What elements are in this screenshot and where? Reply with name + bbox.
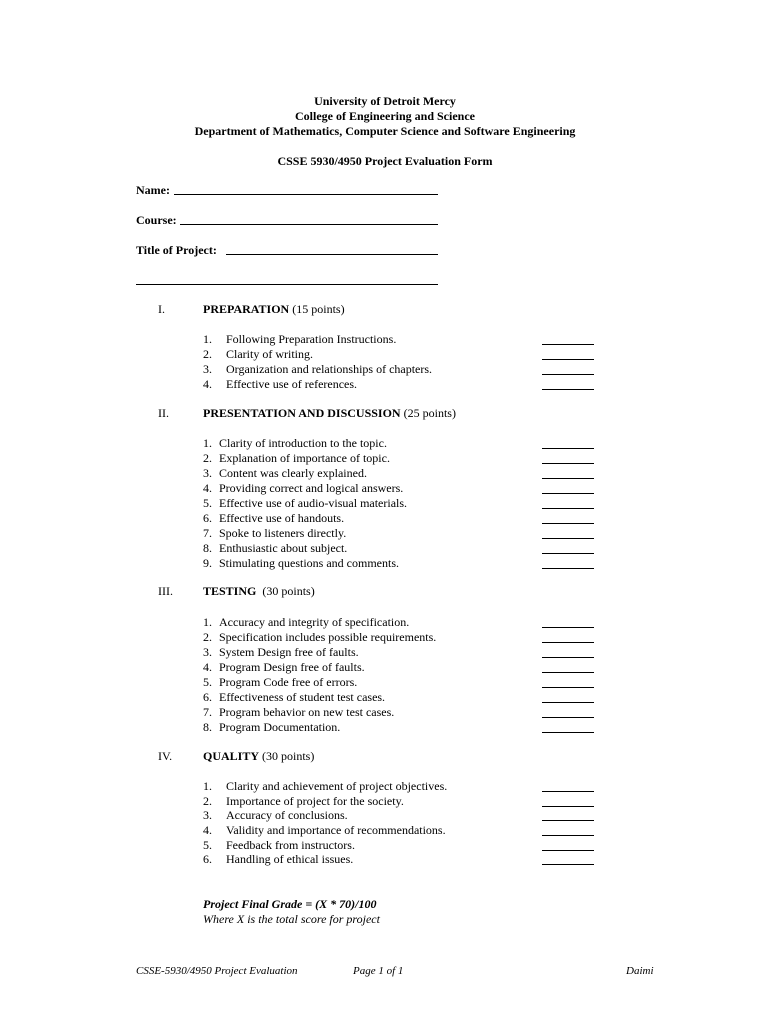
list-item-num: 4. xyxy=(203,481,212,495)
score-blank[interactable] xyxy=(542,553,594,554)
list-item-num: 9. xyxy=(203,556,212,570)
list-item-num: 1. xyxy=(203,436,212,450)
course-field[interactable] xyxy=(180,224,438,225)
list-item: Feedback from instructors. xyxy=(226,838,355,852)
section-2-name: PRESENTATION AND DISCUSSION xyxy=(203,406,401,420)
score-blank[interactable] xyxy=(542,657,594,658)
list-item-num: 1. xyxy=(203,615,212,629)
list-item: Accuracy and integrity of specification. xyxy=(219,615,410,629)
list-item-num: 8. xyxy=(203,720,212,734)
list-item-num: 4. xyxy=(203,660,212,674)
list-item-num: 2. xyxy=(203,794,212,808)
grade-formula: Project Final Grade = (X * 70)/100 xyxy=(203,897,377,911)
score-blank[interactable] xyxy=(542,359,594,360)
score-blank[interactable] xyxy=(542,448,594,449)
list-item-num: 2. xyxy=(203,630,212,644)
section-1-title xyxy=(203,302,345,317)
score-blank[interactable] xyxy=(542,806,594,807)
list-item-num: 1. xyxy=(203,332,212,346)
score-blank[interactable] xyxy=(542,850,594,851)
section-4-numeral: IV. xyxy=(158,749,173,763)
section-3-points: (30 points) xyxy=(262,584,315,598)
list-item-num: 3. xyxy=(203,362,212,376)
title-of-project-field[interactable] xyxy=(226,254,438,255)
list-item-num: 2. xyxy=(203,347,212,361)
score-blank[interactable] xyxy=(542,493,594,494)
score-blank[interactable] xyxy=(542,717,594,718)
score-blank[interactable] xyxy=(542,702,594,703)
list-item-num: 3. xyxy=(203,645,212,659)
list-item: Clarity and achievement of project objectives. xyxy=(226,779,448,793)
list-item: Program Design free of faults. xyxy=(219,660,365,674)
list-item: Specification includes possible requirements. xyxy=(219,630,437,644)
score-blank[interactable] xyxy=(542,389,594,390)
list-item: Enthusiastic about subject. xyxy=(219,541,348,555)
section-3-title xyxy=(203,584,315,599)
score-blank[interactable] xyxy=(542,374,594,375)
title-of-project-label: Title of Project: xyxy=(136,243,217,257)
list-item: Following Preparation Instructions. xyxy=(226,332,397,346)
score-blank[interactable] xyxy=(542,508,594,509)
score-blank[interactable] xyxy=(542,344,594,345)
list-item-num: 5. xyxy=(203,675,212,689)
list-item: System Design free of faults. xyxy=(219,645,359,659)
list-item: Clarity of writing. xyxy=(226,347,313,361)
score-blank[interactable] xyxy=(542,478,594,479)
section-1-numeral: I. xyxy=(158,302,165,316)
list-item: Effectiveness of student test cases. xyxy=(219,690,386,704)
list-item: Clarity of introduction to the topic. xyxy=(219,436,387,450)
list-item: Stimulating questions and comments. xyxy=(219,556,399,570)
list-item: Program Code free of errors. xyxy=(219,675,358,689)
list-item-num: 1. xyxy=(203,779,212,793)
list-item: Program Documentation. xyxy=(219,720,341,734)
list-item-num: 6. xyxy=(203,690,212,704)
score-blank[interactable] xyxy=(542,568,594,569)
list-item-num: 4. xyxy=(203,377,212,391)
list-item: Spoke to listeners directly. xyxy=(219,526,347,540)
list-item-num: 5. xyxy=(203,496,212,510)
list-item-num: 3. xyxy=(203,466,212,480)
name-field[interactable] xyxy=(174,194,438,195)
score-blank[interactable] xyxy=(542,538,594,539)
score-blank[interactable] xyxy=(542,864,594,865)
list-item: Handling of ethical issues. xyxy=(226,852,354,866)
score-blank[interactable] xyxy=(542,732,594,733)
section-3-numeral: III. xyxy=(158,584,173,598)
university-name: University of Detroit Mercy xyxy=(314,94,456,108)
section-2-title xyxy=(203,406,456,421)
section-4-title xyxy=(203,749,314,764)
list-item: Accuracy of conclusions. xyxy=(226,808,348,822)
list-item: Providing correct and logical answers. xyxy=(219,481,404,495)
list-item-num: 6. xyxy=(203,852,212,866)
score-blank[interactable] xyxy=(542,642,594,643)
list-item: Explanation of importance of topic. xyxy=(219,451,390,465)
section-4-points: (30 points) xyxy=(262,749,315,763)
score-blank[interactable] xyxy=(542,835,594,836)
list-item-num: 3. xyxy=(203,808,212,822)
section-4-name: QUALITY xyxy=(203,749,260,763)
list-item: Effective use of references. xyxy=(226,377,358,391)
list-item-num: 7. xyxy=(203,526,212,540)
footer-page-number: Page 1 of 1 xyxy=(353,965,404,977)
score-blank[interactable] xyxy=(542,463,594,464)
list-item: Content was clearly explained. xyxy=(219,466,367,480)
score-blank[interactable] xyxy=(542,627,594,628)
list-item: Organization and relationships of chapters. xyxy=(226,362,433,376)
list-item: Importance of project for the society. xyxy=(226,794,404,808)
form-title: CSSE 5930/4950 Project Evaluation Form xyxy=(277,154,493,168)
name-label: Name: xyxy=(136,183,170,197)
list-item: Program behavior on new test cases. xyxy=(219,705,395,719)
score-blank[interactable] xyxy=(542,687,594,688)
list-item: Validity and importance of recommendations. xyxy=(226,823,446,837)
list-item: Effective use of handouts. xyxy=(219,511,345,525)
title-of-project-field-line2[interactable] xyxy=(136,284,438,285)
score-blank[interactable] xyxy=(542,791,594,792)
list-item-num: 5. xyxy=(203,838,212,852)
footer-left: CSSE-5930/4950 Project Evaluation xyxy=(136,965,298,977)
list-item-num: 8. xyxy=(203,541,212,555)
list-item: Effective use of audio-visual materials. xyxy=(219,496,408,510)
list-item-num: 2. xyxy=(203,451,212,465)
list-item-num: 6. xyxy=(203,511,212,525)
section-1-name: PREPARATION xyxy=(203,302,290,316)
score-blank[interactable] xyxy=(542,523,594,524)
course-label: Course: xyxy=(136,213,177,227)
score-blank[interactable] xyxy=(542,672,594,673)
section-2-points: (25 points) xyxy=(403,406,456,420)
section-1-points: (15 points) xyxy=(292,302,345,316)
list-item-num: 7. xyxy=(203,705,212,719)
college-name: College of Engineering and Science xyxy=(295,109,475,123)
list-item-num: 4. xyxy=(203,823,212,837)
footer-right: Daimi xyxy=(626,965,654,977)
department-name: Department of Mathematics, Computer Science and Software Engineering xyxy=(194,124,576,138)
section-2-numeral: II. xyxy=(158,406,169,420)
grade-note: Where X is the total score for project xyxy=(203,912,380,926)
score-blank[interactable] xyxy=(542,820,594,821)
section-3-name: TESTING xyxy=(203,584,257,598)
